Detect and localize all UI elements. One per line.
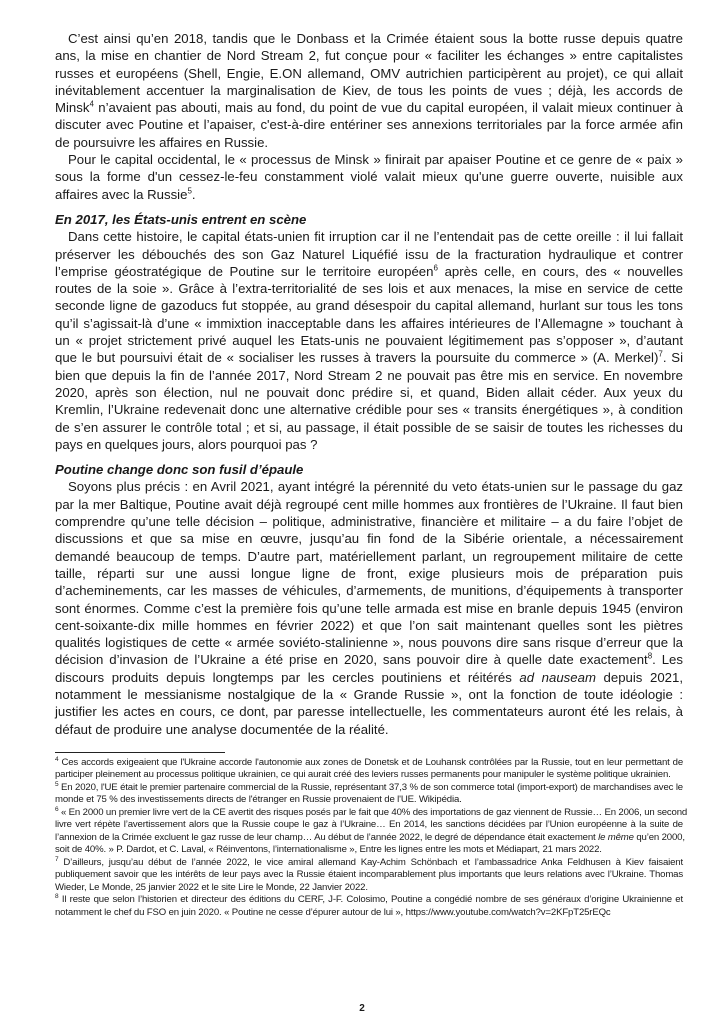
paragraph (55, 228, 683, 453)
footnote-line: publiquement savoir que les intérêts de leur pays avec la Russie étaient incomparablement plus importants que leurs relations avec l’Ukraine. Thomas (55, 869, 683, 881)
text-line: comprendre qu’une telle décision – politique, administrative, financière et militaire – a du faire l’objet de (55, 514, 683, 530)
footnote-line: soit de 40%. » P. Dardot, et C. Laval, « Réinventons, l’internationalisme », Entre les lignes entre les mots et Médiapart, 21 mars 2022. (55, 844, 602, 856)
text-line: 2020, après son élection, nul ne pouvait donc prédire si, et quand, Biden allait céder. Aux yeux du (55, 384, 683, 400)
section-heading: En 2017, les États-unis entrent en scène (55, 211, 307, 227)
text-line: justifier les actes en cours, ce dont, par paresse intellectuelle, les commentateurs auront été les relais, à (55, 704, 683, 720)
footnote-4 (55, 757, 683, 782)
text-line: routes de la soie ». Grâce à l’extra-territorialité de ses lois et aux menaces, la mise en service de cette (55, 281, 683, 297)
footnote-line: participer pleinement au processus politique ukrainien, ce qui aurait créé des leviers russes permanents pour manipuler le système politique ukrainien. (55, 769, 671, 781)
footnotes (55, 755, 688, 920)
text-line: pays en quelques jours, alors pourquoi pas ? (55, 436, 318, 452)
text-line: bien que depuis la fin de l’année 2017, Nord Stream 2 ne pouvait pas être mis en service. En novembre (55, 367, 683, 383)
text-line: Dans cette histoire, le capital états-unien fit irruption car il ne l’entendait pas de cette oreille : il lui fallait (68, 229, 683, 245)
section-section-poutine (55, 461, 683, 738)
footnote-7 (55, 857, 683, 895)
footnote-ref[interactable]: 4 (89, 99, 94, 109)
footnote-line: Wieder, Le Monde, 25 janvier 2022 et le site Lire le Monde, 22 Janvier 2022. (55, 881, 368, 893)
text-line: Kremlin, l’Ukraine redevenait donc une alternative crédible pour ses « transits énergétiques », à condition (55, 402, 683, 418)
section-heading: Poutine change donc son fusil d’épaule (55, 462, 304, 478)
text-line: ans, la mise en chantier de Nord Stream 2, fut conçue pour « faciliter les échanges » entre capitalistes (55, 48, 683, 64)
text-line: demandé beaucoup de temps. D’autre part, matériellement parlant, un regroupement militaire de cette (55, 548, 683, 564)
section-section-2017 (55, 211, 683, 453)
italic-text: le même (598, 831, 634, 843)
footnote-line: $^8$ Il reste que selon l’historien et directeur des éditions du CERF, J-F. Colosimo, Poutine a congédié nombre de ses généraux d’origine Ukrainienne et (55, 893, 683, 906)
text-line: affaires avec la Russie$^5$. (55, 186, 196, 202)
paragraph (55, 478, 683, 737)
text-line: de s’en assurer le contrôle total ; et si, au passage, il était possible de se saisir de toutes les richesses du (55, 419, 683, 435)
section-intro (55, 30, 683, 203)
text-line: défaut de produire une analyse documentée de la réalité. (55, 721, 389, 737)
footnote-line: notamment le chef du FSO en juin 2020. « Poutine ne cesse d’épurer autour de lui », https://www.youtube.com/watch?v=2KFpT25rEQc (55, 906, 611, 918)
footnote-line: livre vert répète l’avertissement alors que la Russie coupe le gaz à l’Ukraine… En 2014, les sanctions décidées par l’Union européenne à la suite de (55, 819, 683, 831)
text-line: taille, réparti sur une aussi longue ligne de front, exige plusieurs mois de préparation puis (55, 565, 683, 581)
footnote-5 (55, 782, 683, 807)
text-line: qualités logistiques de cette « armée soviéto-stalinienne », nous pouvons dire sans risque d’erreur que la (55, 635, 683, 651)
text-line: sous la forme d'un cessez-le-feu constamment violé valait mieux qu'une guerre ouverte, nuisible aux (55, 169, 683, 185)
text-line: C’est ainsi qu’en 2018, tandis que le Donbass et la Crimée étaient sous la botte russe depuis quatre (68, 31, 683, 46)
footnote-line: monde et 75 % des investissements directs de l'étranger en Russie provenaient de l'UE. Wikipédia. (55, 794, 462, 806)
footnote-ref[interactable]: 5 (187, 186, 192, 196)
footnote-line: $^5$ En 2020, l'UE était le premier partenaire commercial de la Russie, représentant 37,3 % de son commerce total (import-export) de marchandises avec le (55, 780, 683, 793)
text-line: de poursuivre les affaires en Russie. (55, 134, 269, 150)
footnote-number: 6 (55, 805, 59, 813)
text-line: discussions et que sa mise en œuvre, jusqu’au fin fond de la Sibérie orientale, a nécessairement (55, 531, 683, 547)
footnote-separator (55, 752, 225, 753)
text-line: décision d’invasion de l’Ukraine a été prise en 2020, sans pouvoir dire à quelle date exactement$^8$. Les (55, 652, 683, 668)
paragraph (55, 30, 683, 151)
footnote-number: 4 (55, 755, 59, 763)
text-line: sont énormes. Comme c’est la première fois qu’une telle armada est mise en branle depuis 1945 (environ (55, 600, 683, 616)
footnote-6 (55, 805, 688, 857)
text-line: Minsk$^4$ n’avaient pas abouti, mais au fond, du point de vue du capital européen, il valait mieux continuer à (55, 99, 683, 116)
footnote-number: 5 (55, 780, 59, 788)
text-line: notamment le messianisme nostalgique de la « Grande Russie », ont la fonction de toute idéologie : (55, 686, 683, 702)
footnote-line: $^7$ D’ailleurs, jusqu’au début de l’année 2022, le vice amiral allemand Kay-Achim Schönbach et l’ambassadrice Anka Feldhusen à Kiev faisaient (55, 855, 683, 868)
footnote-number: 8 (55, 893, 59, 901)
page-number: 2 (359, 1003, 365, 1014)
footnote-line: l’annexion de la Crimée excluent le gaz russe de leur champ… Au début de l’année 2022, le degré de dépendance était exactement le même qu’en 2000, (55, 831, 685, 843)
paragraph (55, 151, 683, 203)
text-line: que le but poursuivi était de « socialiser les russes à travers la poursuite du commerce » (A. Merkel)$^7$. Si (55, 349, 684, 366)
footnote-line: $^6$ « En 2000 un premier livre vert de la CE avertit des risques posés par le fait que 40% des importations de gaz viennent de Russie… En 2006, un second (55, 805, 688, 818)
text-line: discours produits depuis longtemps par les cercles poutiniens et réitérés ad nauseam depuis 2021, (55, 669, 683, 685)
footnote-ref[interactable]: 7 (658, 349, 663, 359)
text-line: Soyons plus précis : en Avril 2021, ayant intégré la pérennité du veto états-unien sur le passage du gaz (68, 479, 683, 495)
footnote-ref[interactable]: 8 (647, 652, 653, 661)
footnote-line: $^4$ Ces accords exigeaient que l'Ukraine accorde l'autonomie aux zones de Donetsk et de Louhansk contrôlées par la Russie, tout en leur permettant de (55, 755, 684, 768)
text-line: qu’il s’agissait-là d’une « immixtion inacceptable dans les affaires intérieures de l’Allemagne » touchant à (55, 315, 683, 331)
text-line: l’emprise géostratégique de Poutine sur le territoire européen$^6$ après celle, en cours, des « nouvelles (55, 263, 683, 279)
text-line: seconde ligne de gazoducs fut stoppée, au grand désespoir du capital allemand, hurlant sur tous les tons (55, 298, 683, 314)
text-line: cent-soixante-dix mille hommes en février 2022) et que l’on sait maintenant quelles sont les piètres (55, 617, 683, 633)
text-line: russes et européens (Shell, Engie, E.ON allemand, OMV autrichien participèrent au projet), ce qui allait (55, 65, 683, 81)
footnote-8 (55, 894, 683, 919)
text-line: inévitablement accentuer la marginalisation de Kiev, de tous les points de vues ; déjà, les accords de (55, 82, 683, 98)
text-line: un « projet strictement privé auquel les Etats-unis ne pouvaient légitimement pas s’opposer », d’autant (55, 333, 683, 349)
text-line: par la mer Baltique, Poutine avait déjà regroupé cent mille hommes aux frontières de l’Ukraine. Il faut bien (55, 496, 683, 512)
footnote-number: 7 (55, 855, 59, 863)
text-line: discuter avec Poutine et l’apaiser, c'est-à-dire entériner ses annexions territoriales par la force armée afin (55, 117, 683, 133)
document-page (55, 30, 688, 919)
italic-text: ad nauseam (519, 669, 596, 685)
text-line: Pour le capital occidental, le « processus de Minsk » finirait par apaiser Poutine et ce genre de « paix » (68, 152, 683, 168)
text-line: préserver les débouchés des son Gaz Naturel Liquéfié issu de la fracturation hydraulique et contrer (55, 246, 683, 262)
footnote-ref[interactable]: 6 (433, 263, 438, 273)
text-line: d’acheminements, car les masses de véhicules, d’armements, de munitions, d’équipements à transporter (55, 583, 683, 599)
